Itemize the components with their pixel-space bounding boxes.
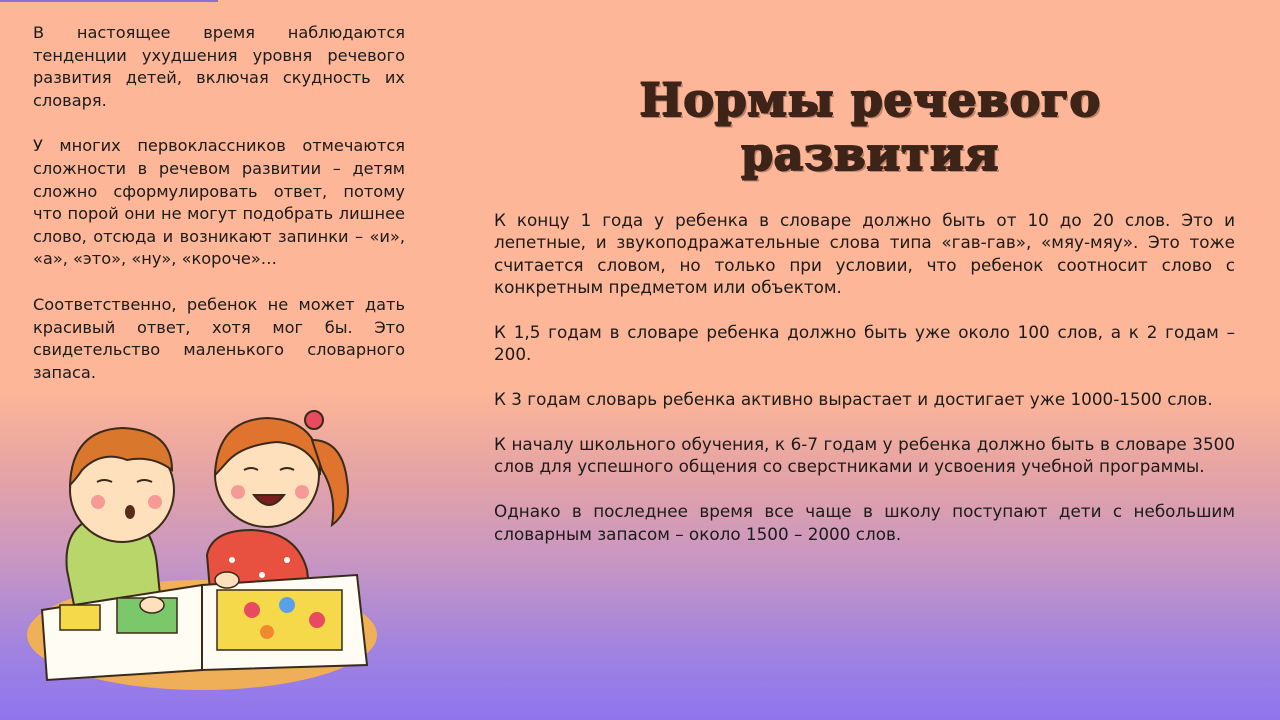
right-paragraph-5: Однако в последнее время все чаще в школу поступают дети с небольшим словарным запасом – около 1500 – 2000 слов. [494, 501, 1235, 544]
right-text-column [494, 209, 1235, 567]
right-paragraph-2: К 1,5 годам в словаре ребенка должно быть уже около 100 слов, а к 2 годам – 200. [494, 322, 1235, 365]
page-title: Нормы речевого развития [639, 72, 1101, 180]
right-paragraph-3: К 3 годам словарь ребенка активно вырастает и достигает уже 1000-1500 слов. [494, 389, 1213, 410]
right-paragraph-1: К концу 1 года у ребенка в словаре должно быть от 10 до 20 слов. Это и лепетные, и звукоподражательные слова типа «гав-гав», «мяу-мяу». Это тоже считается словом, но только при условии, что ребенок соотносит слово с конкретным предметом или объектом. [494, 210, 1235, 298]
right-paragraph-4: К началу школьного обучения, к 6-7 годам у ребенка должно быть в словаре 3500 слов для успешного общения со сверстниками и усвоения учебной программы. [494, 434, 1235, 477]
left-text-column [33, 22, 405, 407]
top-accent-line [0, 0, 218, 2]
left-paragraph-1: В настоящее время наблюдаются тенденции ухудшения уровня речевого развития детей, включая скудность их словаря. [33, 23, 405, 110]
left-paragraph-3: Соответственно, ребенок не может дать красивый ответ, хотя мог бы. Это свидетельство маленького словарного запаса. [33, 294, 405, 382]
left-paragraph-2: У многих первоклассников отмечаются сложности в речевом развитии – детям сложно сформулировать ответ, потому что порой они не могут подобрать лишнее слово, отсюда и возникают запинки – «и», «а», «это», «ну», «короче»… [33, 136, 405, 269]
children-reading-book-illustration [22, 400, 382, 700]
